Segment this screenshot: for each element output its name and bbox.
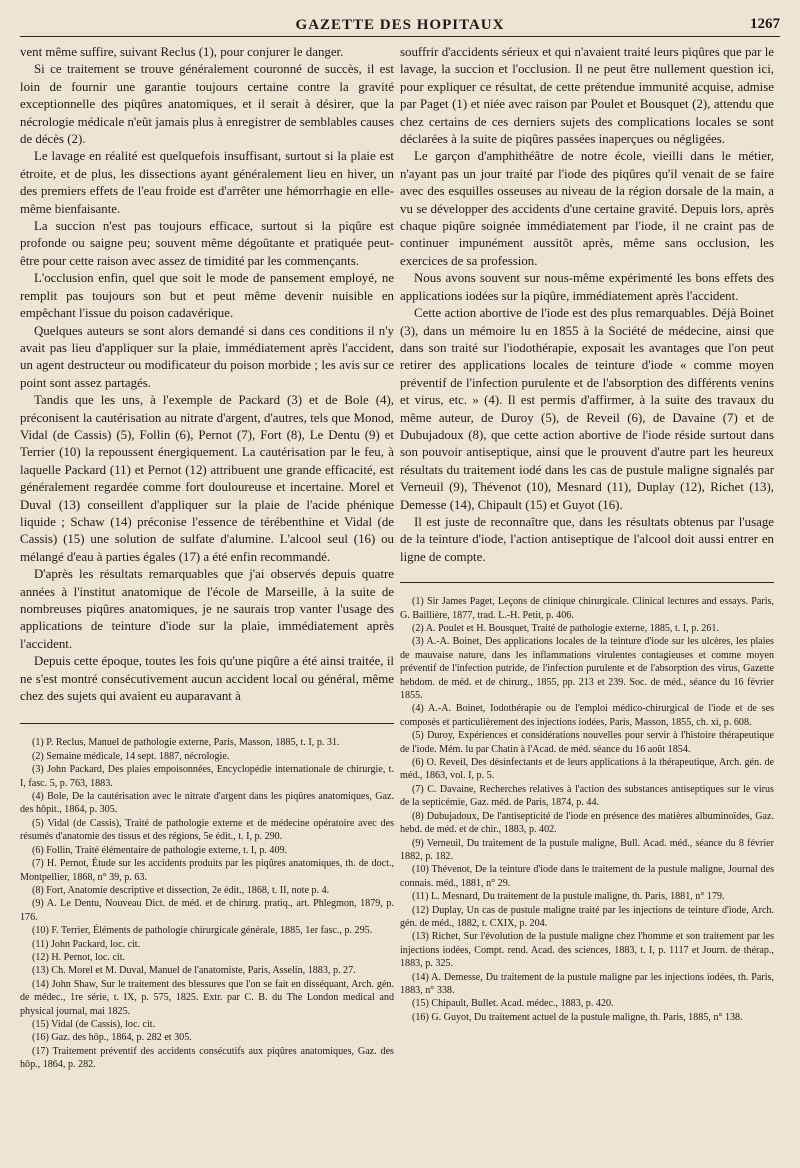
body-paragraph: D'après les résultats remarquables que j'ai observés depuis quatre années à l'institut anatomique de l'école de Marseille, à la suite de nombreuses piqûres anatomiques, je ne saurais trop vanter l'usage des applications de teinture d'iode sur la plaie, immédiatement après l'accident. xyxy=(20,567,394,651)
footnote: (4) A.-A. Boinet, Iodothérapie ou de l'emploi médico-chirurgical de l'iode et de ses composés et particulièrement des injections iodées, Paris, Masson, 1855, ch. xi, p. 608. xyxy=(400,703,774,728)
footnote: (7) C. Davaine, Recherches relatives à l'action des substances antiseptiques sur le virus de la septicémie, Gaz. méd. de Paris, 1874, p. 44. xyxy=(400,783,774,809)
body-paragraph: Tandis que les uns, à l'exemple de Packard (3) et de Bole (4), préconisent la cautérisation au nitrate d'argent, d'autres, tels que Monod, Vidal (de Cassis) (5), Follin (6), Pernot (7), Fort (8), Le Dentu (9) et Terrier (10) la repoussent énergiquement. La cautérisation par le feu, à laquelle Packard (11) et Pernot (12) attribuent une grande efficacité, est généralement regardée comme fort douloureuse et incertaine. Morel et Duval (13) conseillent d'appliquer sur la plaie de l'acide phénique liquide ; Schaw (14) préconise l'essence de térébenthine et Vidal (de Cassis) (15) une solution de sulfate d'alumine. L'alcool seul (16) ou mélangé d'eau à parties égales (17) a été enfin recommandé. xyxy=(20,393,394,564)
body-paragraph: Nous avons souvent sur nous-même expérimenté les bons effets des applications iodées sur la piqûre, immédiatement après l'accident. xyxy=(400,271,774,303)
footnote: (15) Chipault, Bullet. Acad. médec., 1883, p. 420. xyxy=(412,998,614,1010)
body-paragraph: souffrir d'accidents sérieux et qui n'avaient traité leurs piqûres que par le lavage, la succion et l'occlusion. Il ne peut être nullement question ici, pour expliquer ce résultat, de cette prétendue immunité acquise, admise par Paget (1) et niée avec raison par Poulet et Bousquet (2), attendu que chez certains de ces derniers sujets des complications locales se sont déclarées à la suite de piqûres passées inaperçues ou négligées. xyxy=(400,45,774,147)
body-paragraph: L'occlusion enfin, quel que soit le mode de pansement employé, ne remplit pas toujours son but et peut même devenir nuisible en empêchant l'issue du poison cadavérique. xyxy=(20,271,394,321)
body-paragraph: Depuis cette époque, toutes les fois qu'une piqûre a été ainsi traitée, il ne s'est montré consécutivement aucun accident local ou général, même chez des sujets qui avaient eu auparavant à xyxy=(20,654,394,704)
footnote: (7) H. Pernot, Étude sur les accidents produits par les piqûres anatomiques, th. de doct., Montpellier, 1868, n° 39, p. 63. xyxy=(20,858,394,883)
body-paragraph: Il est juste de reconnaître que, dans les résultats obtenus par l'usage de la teinture d'iode, l'action antiseptique de l'alcool doit aussi entrer en ligne de compte. xyxy=(400,514,774,564)
footnote: (1) Sir James Paget, Leçons de clinique chirurgicale. Clinical lectures and essays. Paris, G. Baillière, 1877, trad. L.-H. Petit, p. 406. xyxy=(400,596,774,621)
footnote: (5) Duroy, Expériences et considérations nouvelles pour servir à l'histoire thérapeutique de l'iode. Mém. lu par Chatin à l'Acad. de méd. séance du 16 août 1854. xyxy=(400,730,774,755)
body-paragraph: Quelques auteurs se sont alors demandé si dans ces conditions il n'y avait pas lieu d'appliquer sur la plaie, immédiatement après l'accident, un agent destructeur ou modificateur du poison morbide ; les avis sur ce point sont assez partagés. xyxy=(20,323,394,390)
page-header xyxy=(20,14,780,37)
footnote: (12) H. Pernot, loc. cit. xyxy=(32,951,126,963)
footnote: (4) Bole, De la cautérisation avec le nitrate d'argent dans les piqûres anatomiques, Gaz. des hôpit., 1864, p. 305. xyxy=(20,791,394,816)
footnote: (2) A. Poulet et H. Bousquet, Traité de pathologie externe, 1885, t. I, p. 261. xyxy=(412,623,719,634)
footnote: (5) Vidal (de Cassis), Traité de pathologie externe et de médecine opératoire avec des résumés d'anatomie des tissus et des régions, 5e édit., t. I, p. 290. xyxy=(20,817,394,843)
footnote: (13) Richet, Sur l'évolution de la pustule maligne chez l'homme et son traitement par les injections iodées, Compt. rend. Acad. des sciences, 1883, t. I, p. 1117 et Journ. de thérap., 1883, p. 325. xyxy=(400,931,774,970)
footnote: (9) Verneuil, Du traitement de la pustule maligne, Bull. Acad. méd., séance du 8 février 1882, p. 182. xyxy=(400,837,774,862)
left-column xyxy=(20,44,394,1072)
footnotes-right xyxy=(400,582,774,1024)
footnote: (16) Gaz. des hôp., 1864, p. 282 et 305. xyxy=(32,1032,192,1044)
footnotes-left xyxy=(20,723,394,1071)
body-paragraph: Si ce traitement se trouve généralement couronné de succès, il est loin de fournir une garantie toujours certaine contre la gravité exceptionnelle des piqûres anatomiques, et il serait à désirer, que la nécrologie médicale n'eût jamais plus à enregistrer de semblables causes de décès (2). xyxy=(20,62,394,147)
footnote: (13) Ch. Morel et M. Duval, Manuel de l'anatomiste, Paris, Asselin, 1883, p. 27. xyxy=(32,965,356,977)
footnote: (2) Semaine médicale, 14 sept. 1887, nécrologie. xyxy=(32,750,230,762)
body-paragraph: Le lavage en réalité est quelquefois insuffisant, surtout si la plaie est étroite, et de plus, les dissections ayant généralement lieu en hiver, un des premiers effets de l'eau froide est d'arrêter une hémorrhagie en elle-même bienfaisante. xyxy=(20,149,394,216)
body-paragraph: Cette action abortive de l'iode est des plus remarquables. Déjà Boinet (3), dans un mémoire lu en 1855 à la Société de médecine, ainsi que dans son traité sur l'iodothérapie, exposait les avantages que l'on peut retirer des applications locales de teinture d'iode « comme moyen préventif de l'infection purulente et de l'absorption des différents venins et virus, etc. » (4). Il est permis d'affirmer, à la suite des travaux du même auteur, de Duroy (5), de Reveil (6), de Davaine (7) et de Dubujadoux (8), que cette action abortive de l'iode réside surtout dans son pouvoir antiseptique, ainsi que le prouvent d'autre part les heureux résultats du traitement iodé dans les cas de pustule maligne signalés par Verneuil (9), Thévenot (10), Mesnard (11), Duplay (12), Richet (13), Demesse (14), Chipault (15) et Guyot (16). xyxy=(400,306,774,512)
running-title: GAZETTE DES HOPITAUX xyxy=(295,17,505,33)
right-column xyxy=(400,44,774,1024)
footnote: (8) Fort, Anatomie descriptive et dissection, 2e édit., 1868, t. II, note p. 4. xyxy=(32,884,330,896)
body-paragraph: vent même suffire, suivant Reclus (1), pour conjurer le danger. xyxy=(20,45,344,59)
footnote: (11) John Packard, loc. cit. xyxy=(32,938,141,950)
footnote: (10) F. Terrier, Éléments de pathologie chirurgicale générale, 1885, 1er fasc., p. 295. xyxy=(32,925,373,937)
footnote: (12) Duplay, Un cas de pustule maligne traité par les injections de teinture d'iode, Arch. gén. de méd., 1882, t. CXIX, p. 204. xyxy=(400,904,774,929)
footnote: (3) A.-A. Boinet, Des applications locales de la teinture d'iode sur les ulcères, les plaies de mauvaise nature, dans les inflammations virulentes contagieuses et comme moyen préventif de l'infection putride, de l'infection purulente et de l'absorption des virus, Gazette hebdom. de méd. et de chirurg., 1855, pp. 213 et 239. Soc. de méd., séance du 16 février 1855. xyxy=(400,636,774,702)
footnote: (14) A. Demesse, Du traitement de la pustule maligne par les injections iodées, th. Paris, 1883, n° 338. xyxy=(400,971,774,996)
body-paragraph: La succion n'est pas toujours efficace, surtout si la piqûre est profonde ou saigne peu; souvent même dégoûtante et pratiquée peut-être pour cette raison avec assez de timidité par les commençants. xyxy=(20,219,394,268)
footnote: (15) Vidal (de Cassis), loc. cit. xyxy=(32,1018,156,1030)
footnote: (6) Follin, Traité élémentaire de pathologie externe, t. I, p. 409. xyxy=(32,844,288,856)
footnote: (9) A. Le Dentu, Nouveau Dict. de méd. et de chirurg. pratiq., art. Phlegmon, 1879, p. 176. xyxy=(20,898,394,923)
footnote: (14) John Shaw, Sur le traitement des blessures que l'on se fait en disséquant, Arch. gén. de médec., 1re série, t. IX, p. 575, 1825. Extr. par C. B. du The London medical and physical journal, mai 1825. xyxy=(20,978,394,1017)
footnote: (16) G. Guyot, Du traitement actuel de la pustule maligne, th. Paris, 1885, n° 138. xyxy=(412,1011,743,1023)
page-number: 1267 xyxy=(750,16,780,32)
body-paragraph: Le garçon d'amphithéâtre de notre école, vieilli dans le métier, n'ayant pas un jour traité par l'iode des piqûres qu'il venait de se faire avec des esquilles osseuses au niveau de la région dorsale de la main, a vu se développer des accidents d'une certaine gravité. Depuis lors, après chaque piqûre soignée immédiatement par l'iode, il ne craint pas de continuer impunément aussitôt après, même sans occlusion, les exercices de sa profession. xyxy=(400,149,774,268)
footnote: (3) John Packard, Des plaies empoisonnées, Encyclopédie internationale de chirurgie, t. I, fasc. 5, p. 763, 1883. xyxy=(20,764,394,789)
footnote: (11) L. Mesnard, Du traitement de la pustule maligne, th. Paris, 1881, n° 179. xyxy=(412,891,725,903)
footnote: (17) Traitement préventif des accidents consécutifs aux piqûres anatomiques, Gaz. des hôp., 1864, p. 282. xyxy=(20,1045,394,1071)
footnote: (10) Thévenot, De la teinture d'iode dans le traitement de la pustule maligne, Journal des connais. méd., 1881, n° 29. xyxy=(400,864,774,889)
footnote: (8) Dubujadoux, De l'antiseptícité de l'iode en présence des matières albuminoïdes, Gaz. hebd. de méd. et de chir., 1883, p. 402. xyxy=(400,810,774,836)
footnote: (1) P. Reclus, Manuel de pathologie externe, Paris, Masson, 1885, t. I, p. 31. xyxy=(32,737,340,749)
footnote: (6) O. Reveil, Des désinfectants et de leurs applications à la thérapeutique, Arch. gén. de méd., 1863, vol. I, p. 5. xyxy=(400,757,774,782)
